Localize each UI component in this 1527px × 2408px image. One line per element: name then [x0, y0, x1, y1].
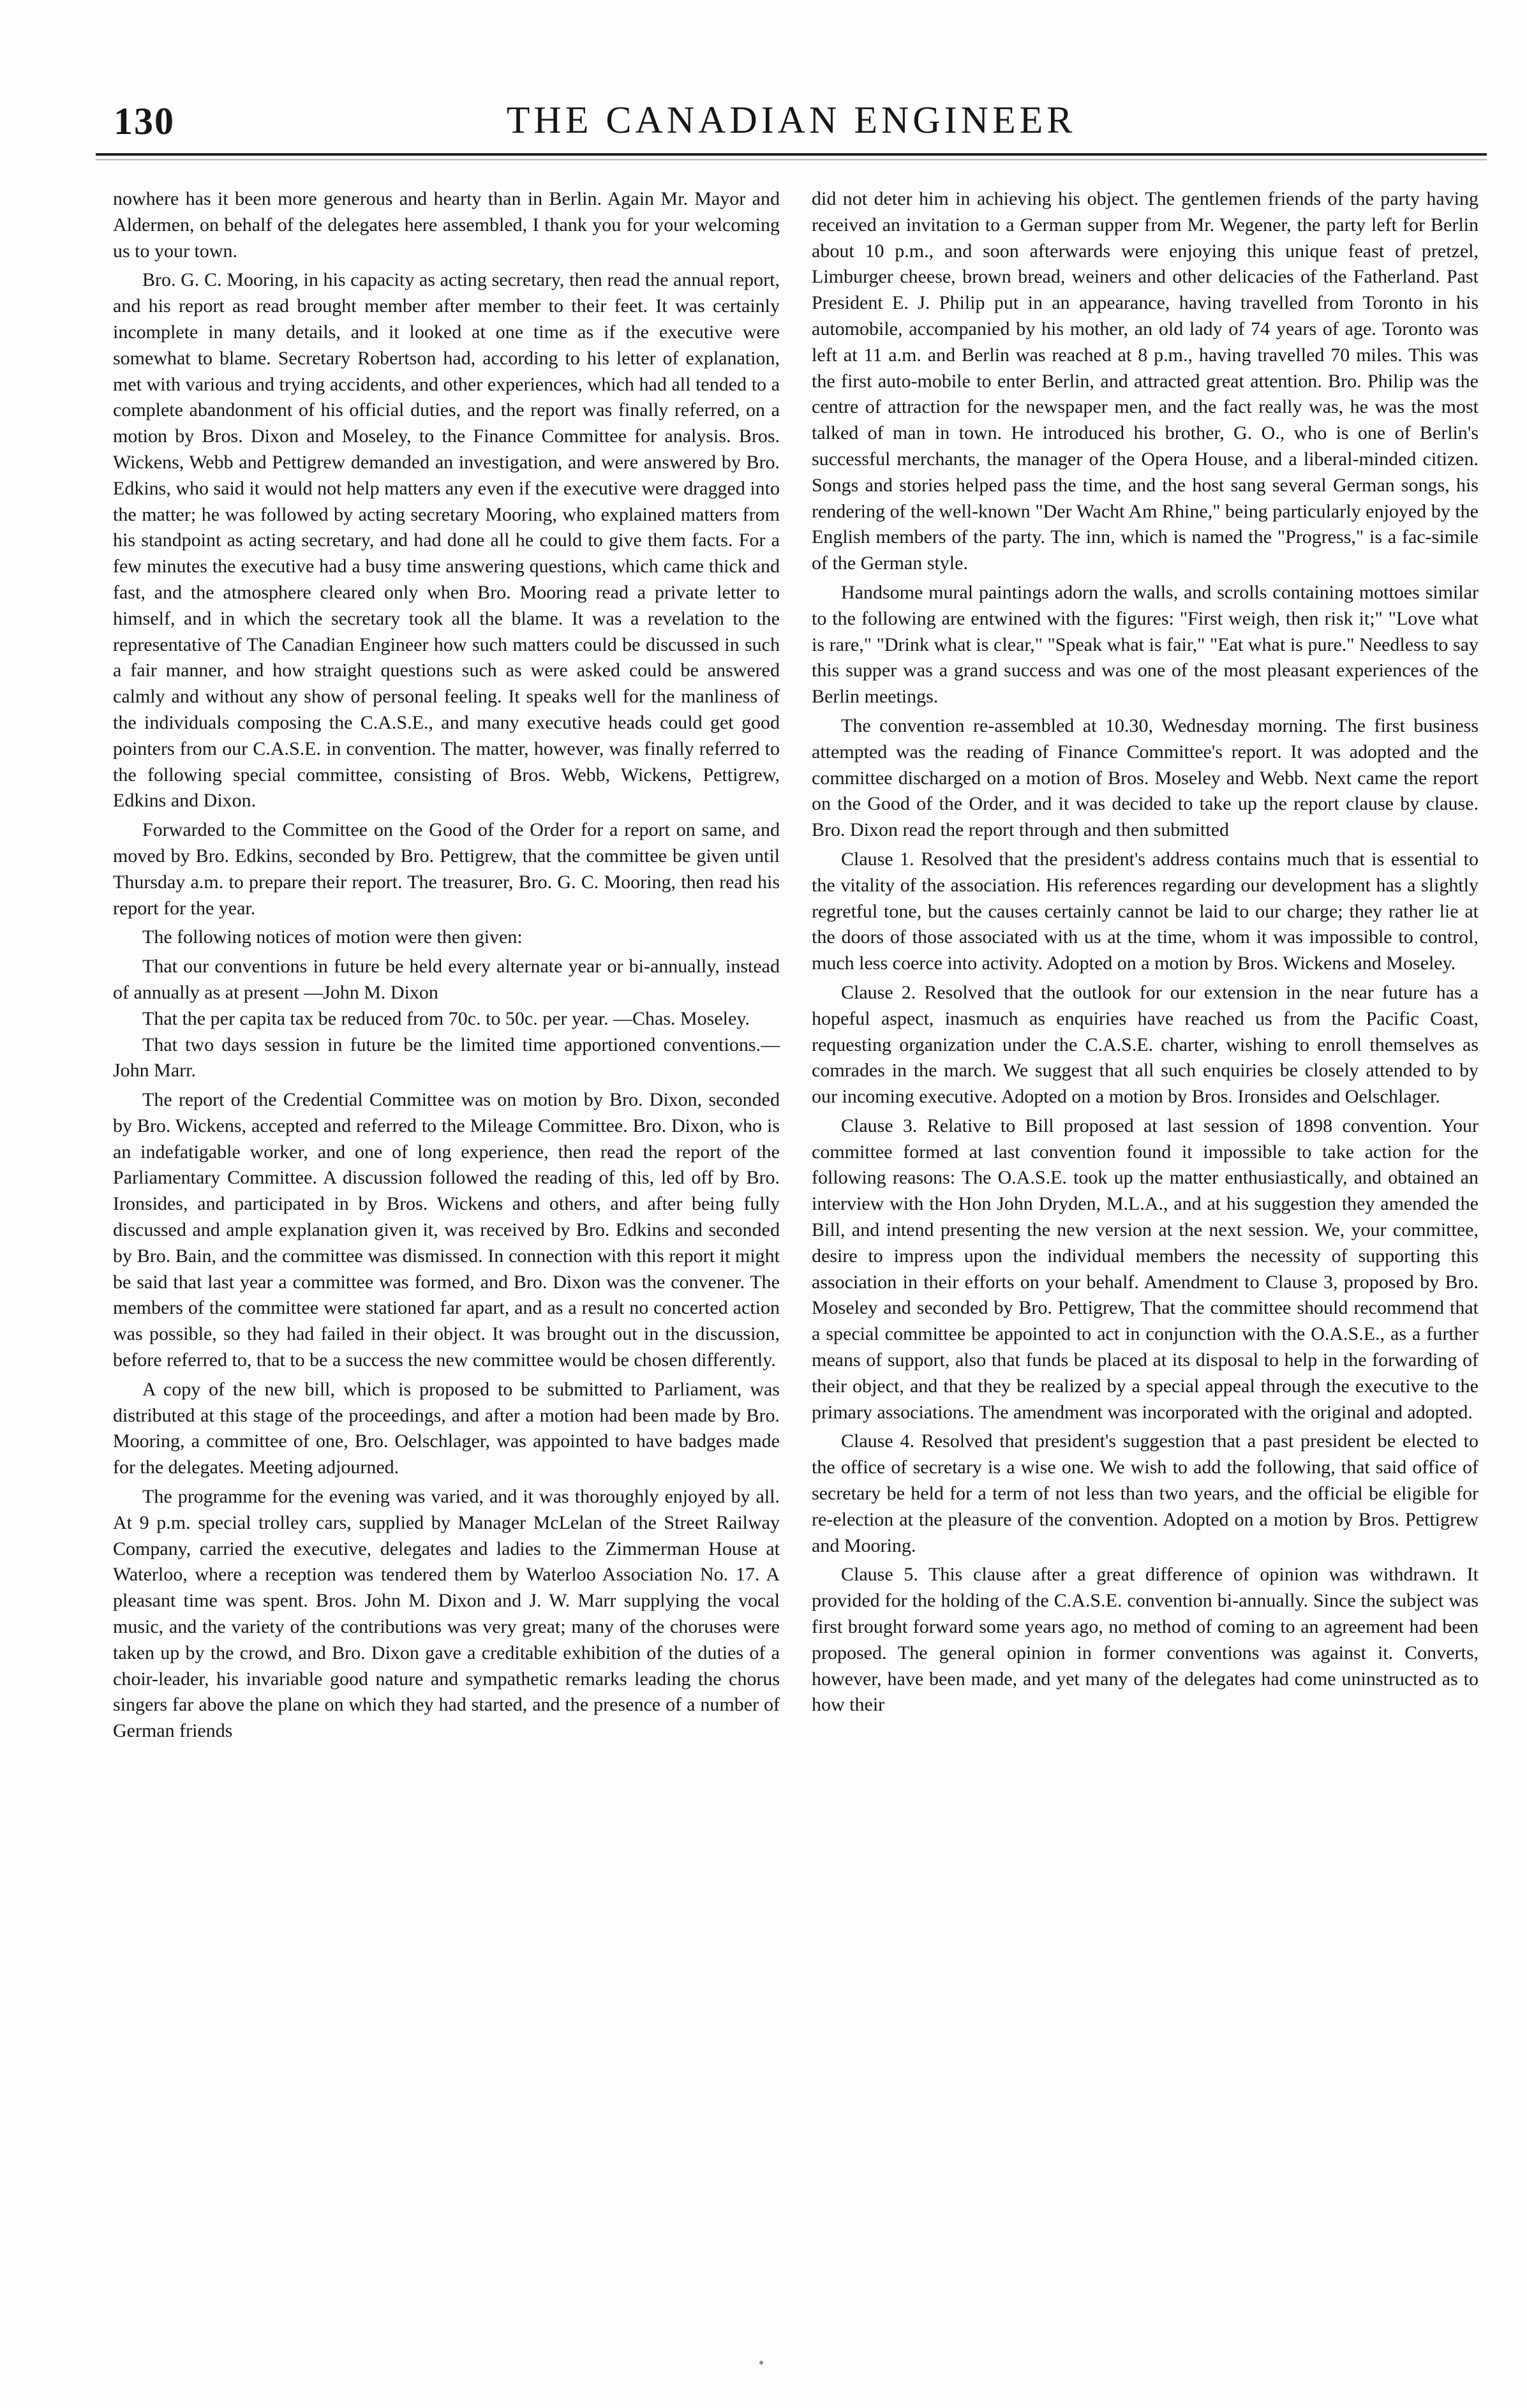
journal-title: THE CANADIAN ENGINEER: [506, 99, 1076, 141]
paragraph: That the per capita tax be reduced from 70c. to 50c. per year. —Chas. Moseley.: [142, 1007, 750, 1029]
paragraph: The following notices of motion were then given:: [142, 926, 523, 948]
paragraph: Clause 3. Relative to Bill proposed at last session of 1898 convention. Your committee formed at last convention found it impossible to take action for the following reasons: The O.A.S.E. took up the matter enthusiastically, and obtained an interview with the Hon John Dryden, M.L.A., and at his suggestion they amended the Bill, and intend presenting the new version at the next session. We, your committee, desire to impress upon the individual members the necessity of supporting this association in their efforts on your behalf. Amendment to Clause 3, proposed by Bro. Moseley and seconded by Bro. Pettigrew, That the committee should recommend that a special committee be appointed to act in conjunction with the O.A.S.E., as a further means of support, also that funds be placed at its disposal to help in the forwarding of their object, and that they be realized by a special appeal through the executive to the primary associations. The amendment was incorporated with the original and adopted.: [812, 1115, 1479, 1423]
paragraph: The report of the Credential Committee was on motion by Bro. Dixon, seconded by Bro. Wickens, accepted and referred to the Mileage Committee. Bro. Dixon, who is an indefatigable worker, and one of long experience, then read the report of the Parliamentary Committee. A discussion followed the reading of this, led off by Bro. Ironsides, and participated in by Bros. Wickens and others, and after being fully discussed and ample explanation given it, was received by Bro. Edkins and seconded by Bro. Bain, and the committee was dismissed. In connection with this report it might be said that last year a committee was formed, and Bro. Dixon was the convener. The members of the committee were stationed far apart, and as a result no concerted action was possible, so they had failed in their object. It was brought out in the discussion, before referred to, that to be a success the new committee would be chosen differently.: [113, 1089, 780, 1371]
paragraph: did not deter him in achieving his object. The gentlemen friends of the party having received an invitation to a German supper from Mr. Wegener, the party left for Berlin about 10 p.m., and soon afterwards were enjoying this unique feast of pretzel, Limburger cheese, brown bread, weiners and other delicacies of the Fatherland. Past President E. J. Philip put in an appearance, having travelled from Toronto in his automobile, accompanied by his mother, an old lady of 74 years of age. Toronto was left at 11 a.m. and Berlin was reached at 8 p.m., having travelled 70 miles. This was the first auto-mobile to enter Berlin, and attracted great attention. Bro. Philip was the centre of attraction for the newspaper men, and the fact really was, he was the most talked of man in town. He introduced his brother, G. O., who is one of Berlin's successful merchants, the manager of the Opera House, and a liberal-minded citizen. Songs and stories helped pass the time, and the host sang several German songs, his rendering of the well-known "Der Wacht Am Rhine," being particularly enjoyed by the English members of the party. The inn, which is named the "Progress," is a fac-simile of the German style.: [812, 188, 1479, 574]
paragraph: Clause 2. Resolved that the outlook for our extension in the near future has a hopeful aspect, inasmuch as enquiries have reached us from the Pacific Coast, requesting organization under the C.A.S.E. charter, wishing to enroll themselves as comrades in the march. We suggest that all such enquiries be closely attended to by our incoming executive. Adopted on a motion by Bros. Ironsides and Oelschlager.: [812, 981, 1479, 1108]
page-header: [96, 96, 1487, 153]
paragraph: That two days session in future be the limited time apportioned conventions.—John Marr.: [113, 1034, 780, 1081]
paragraph: Bro. G. C. Mooring, in his capacity as acting secretary, then read the annual report, and his report as read brought member after member to their feet. It was certainly incomplete in many details, and it looked at one time as if the executive were somewhat to blame. Secretary Robertson had, according to his letter of explanation, met with various and trying accidents, and other experiences, which had all tended to a complete abandonment of his official duties, and the report was finally referred, on a motion by Bros. Dixon and Moseley, to the Finance Committee for analysis. Bros. Wickens, Webb and Pettigrew demanded an investigation, and were answered by Bro. Edkins, who said it would not help matters any even if the executive were dragged into the matter; he was followed by acting secretary Mooring, who explained matters from his standpoint as acting secretary, and had done all he could to give them facts. For a few minutes the executive had a busy time answering questions, which came thick and fast, and the atmosphere cleared only when Bro. Mooring read a private letter to himself, and in which the secretary took all the blame. It was a revelation to the representative of The Canadian Engineer how such matters could be discussed in such a fair manner, and how straight questions such as were asked could be answered calmly and without any show of personal feeling. It speaks well for the manliness of the individuals composing the C.A.S.E., and many executive heads could get good pointers from our C.A.S.E. in convention. The matter, however, was finally referred to the following special committee, consisting of Bros. Webb, Wickens, Pettigrew, Edkins and Dixon.: [113, 269, 780, 812]
paragraph: Clause 4. Resolved that president's suggestion that a past president be elected to the office of secretary is a wise one. We wish to add the following, that said office of secretary be held for a term of not less than two years, and the official be eligible for re-election at the pleasure of the convention. Adopted on a motion by Bros. Pettigrew and Mooring.: [812, 1431, 1479, 1556]
paragraph: The convention re-assembled at 10.30, Wednesday morning. The first business attempted was the reading of Finance Committee's report. It was adopted and the committee discharged on a motion of Bros. Moseley and Webb. Next came the report on the Good of the Order, and it was decided to take up the report clause by clause. Bro. Dixon read the report through and then submitted: [812, 715, 1479, 841]
page-number: 130: [114, 100, 175, 142]
print-speck: [759, 2361, 763, 2365]
paragraph: Handsome mural paintings adorn the walls, and scrolls containing mottoes similar to the following are entwined with the figures: "First weigh, then risk it;" "Love what is rare," "Drink what is clear," "Speak what is fair," "Eat what is pure." Needless to say this supper was a grand success and was one of the most pleasant experiences of the Berlin meetings.: [812, 581, 1479, 708]
paragraph: Forwarded to the Committee on the Good of the Order for a report on same, and moved by Bro. Edkins, seconded by Bro. Pettigrew, that the committee be given until Thursday a.m. to prepare their report. The treasurer, Bro. G. C. Mooring, then read his report for the year.: [113, 819, 780, 919]
paragraph: A copy of the new bill, which is proposed to be submitted to Parliament, was distributed at this stage of the proceedings, and after a motion had been made by Bro. Mooring, a committee of one, Bro. Oelschlager, was appointed to have badges made for the delegates. Meeting adjourned.: [113, 1378, 780, 1478]
paragraph: That our conventions in future be held every alternate year or bi-annually, instead of annually as at present —John M. Dixon: [113, 956, 780, 1003]
paragraph: Clause 5. This clause after a great difference of opinion was withdrawn. It provided for the holding of the C.A.S.E. convention bi-annually. Since the subject was first brought forward some years ago, no method of coming to an agreement had been proposed. The general opinion in former conventions was against it. Converts, however, have been made, and yet many of the delegates had come uninstructed as to how their: [812, 1564, 1479, 1716]
paragraph: The programme for the evening was varied, and it was thoroughly enjoyed by all. At 9 p.m. special trolley cars, supplied by Manager McLelan of the Street Railway Company, carried the executive, delegates and ladies to the Zimmerman House at Waterloo, where a reception was tendered them by Waterloo Association No. 17. A pleasant time was spent. Bros. John M. Dixon and J. W. Marr supplying the vocal music, and the variety of the contributions was very great; many of the choruses were taken up by the crowd, and Bro. Dixon gave a creditable exhibition of the duties of a choir-leader, his invariable good nature and sympathetic remarks leading the chorus singers far above the plane on which they had started, and the presence of a number of German friends: [113, 1486, 780, 1742]
header-rule: [96, 153, 1487, 156]
left-column: [113, 186, 780, 1748]
paragraph: nowhere has it been more generous and hearty than in Berlin. Again Mr. Mayor and Aldermen, on behalf of the delegates here assembled, I thank you for your welcoming us to your town.: [113, 188, 780, 262]
right-column: [812, 186, 1479, 1721]
paragraph: Clause 1. Resolved that the president's address contains much that is essential to the vitality of the association. His references regarding our development has a slightly regretful tone, but the causes certainly cannot be laid to our charge; they rather lie at the doors of those associated with us at the time, whom it was impossible to control, much less coerce into activity. Adopted on a motion by Bros. Wickens and Moseley.: [812, 848, 1479, 974]
